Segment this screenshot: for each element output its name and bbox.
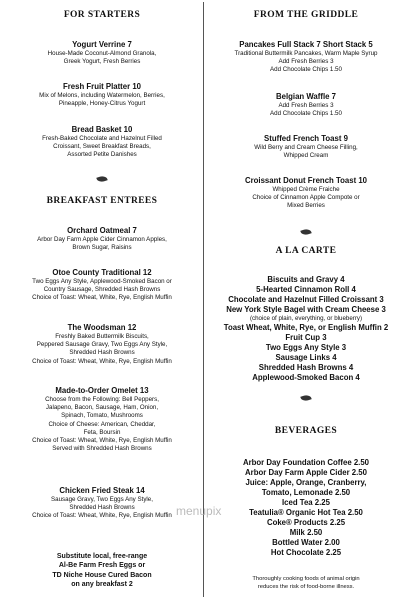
footnote-line: reduces the risk of food-borne illness. (257, 583, 355, 590)
beverage-item: Juice: Apple, Orange, Cranberry, (245, 478, 367, 487)
item-name: Orchard Oatmeal 7 (67, 226, 137, 235)
beverage-item: Coke® Products 2.25 (266, 518, 346, 527)
substitute-line: TD Niche House Cured Bacon (52, 571, 152, 579)
beverage-item: Hot Chocolate 2.25 (270, 548, 342, 557)
item-desc: Choice of Toast: Wheat, White, Rye, English Muffin (32, 512, 172, 520)
item-desc: Mix of Melons, including Watermelon, Berries, (39, 92, 165, 99)
item-desc: Add Fresh Berries 3 (278, 58, 334, 66)
footnote-line: Thoroughly cooking foods of animal origin (252, 576, 360, 582)
item-desc: Served with Shredded Hash Browns (52, 445, 152, 453)
item-name: Bread Basket 10 (71, 125, 133, 134)
item-name: Otoe County Traditional 12 (52, 268, 152, 277)
carte-item: 5-Hearted Cinnamon Roll 4 (256, 285, 356, 294)
beverages-list (204, 458, 408, 558)
item-desc: Wild Berry and Cream Cheese Filling, (254, 144, 358, 151)
a-la-carte-list (204, 275, 408, 383)
item-name: Made-to-Order Omelet 13 (55, 386, 149, 395)
item-desc: Traditional Buttermilk Pancakes, Warm Maple Syrup (234, 50, 378, 57)
item-name: Pancakes Full Stack 7 Short Stack 5 (239, 40, 373, 49)
menu-item-pancakes (204, 40, 408, 75)
leaf-icon (96, 174, 107, 183)
carte-item: Shredded Hash Browns 4 (258, 363, 354, 373)
beverage-item: Milk 2.50 (289, 528, 323, 537)
item-desc: House-Made Coconut-Almond Granola, (47, 50, 157, 57)
section-title-griddle: FROM THE GRIDDLE (253, 10, 359, 20)
carte-item: Biscuits and Gravy 4 (267, 275, 345, 284)
item-desc: Two Eggs Any Style, Applewood-Smoked Bacon or (32, 278, 172, 285)
watermark-text: menupix (176, 504, 222, 518)
beverage-item: Teatulia® Organic Hot Tea 2.50 (249, 508, 363, 517)
item-desc: Choice of Toast: Wheat, White, Rye, English Muffin (32, 357, 172, 365)
item-desc: Fresh-Baked Chocolate and Hazelnut Filled (42, 135, 162, 142)
item-desc: Country Sausage, Shredded Hash Browns (43, 286, 161, 294)
item-desc: Mixed Berries (287, 202, 325, 210)
right-column (204, 0, 408, 599)
item-name: Stuffed French Toast 9 (264, 134, 348, 143)
item-name: Fresh Fruit Platter 10 (63, 82, 141, 91)
item-desc: Brown Sugar, Raisins (72, 244, 132, 252)
item-name: The Woodsman 12 (67, 323, 137, 332)
item-desc: Feta, Boursin (83, 428, 121, 436)
item-name: Croissant Donut French Toast 10 (244, 176, 368, 185)
item-desc: Sausage Gravy, Two Eggs Any Style, (51, 496, 153, 503)
carte-item: Fruit Cup 3 (285, 333, 327, 343)
item-desc: Freshly Baked Buttermilk Biscuits, (55, 333, 149, 340)
leaf-icon (300, 227, 311, 236)
menu-item-belgian-waffle (204, 92, 408, 118)
menu-item-otoe-county (0, 268, 204, 303)
section-title-starters: FOR STARTERS (63, 10, 141, 20)
leaf-icon (300, 393, 311, 402)
beverage-item: Arbor Day Foundation Coffee 2.50 (242, 458, 370, 467)
section-title-beverages: BEVERAGES (274, 426, 338, 436)
item-desc: Choose from the Following: Bell Peppers, (45, 396, 159, 403)
menu-item-woodsman (0, 323, 204, 366)
item-desc: Pineapple, Honey-Citrus Yogurt (58, 100, 146, 108)
item-desc: Whipped Crème Fraiche (272, 186, 340, 193)
menu-item-bread-basket (0, 125, 204, 160)
item-desc: Choice of Toast: Wheat, White, Rye, English Muffin (32, 437, 172, 445)
menu-item-chicken-fried-steak (0, 486, 204, 521)
item-desc: Add Fresh Berries 3 (278, 102, 334, 109)
item-desc: Assorted Petite Danishes (67, 151, 137, 159)
carte-item: Chocolate and Hazelnut Filled Croissant 3 (228, 295, 384, 304)
beverage-item: Arbor Day Farm Apple Cider 2.50 (245, 468, 367, 477)
section-title-entrees: BREAKFAST ENTREES (46, 196, 158, 206)
item-desc: Peppered Sausage Gravy, Two Eggs Any Style, (36, 341, 168, 349)
carte-item-note: (choice of plain, everything, or blueberry) (249, 315, 363, 322)
item-desc: Shredded Hash Browns (69, 504, 135, 512)
item-desc: Jalapeno, Bacon, Sausage, Ham, Onion, (45, 404, 159, 412)
substitute-line: Substitute local, free-range (56, 553, 148, 560)
item-name: Belgian Waffle 7 (276, 92, 336, 101)
item-desc: Greek Yogurt, Fresh Berries (63, 58, 141, 66)
menu-item-yogurt (0, 40, 204, 66)
carte-item: Two Eggs Any Style 3 (265, 343, 347, 353)
item-name: Yogurt Verrine 7 (72, 40, 132, 49)
beverage-item: Bottled Water 2.00 (272, 538, 340, 547)
menu-item-omelet (0, 386, 204, 453)
section-title-a-la-carte: A LA CARTE (275, 246, 337, 256)
menu-item-fruit-platter (0, 82, 204, 108)
menu-item-oatmeal (0, 226, 204, 252)
item-desc: Whipped Cream (283, 152, 329, 160)
item-desc: Croissant, Sweet Breakfast Breads, (53, 143, 151, 151)
item-desc: Spinach, Tomato, Mushrooms (61, 412, 143, 420)
menu-item-stuffed-french-toast (204, 134, 408, 160)
substitute-line: on any breakfast 2 (71, 581, 133, 589)
substitute-line: Al-Be Farm Fresh Eggs or (58, 562, 146, 570)
menu-item-croissant-donut (204, 176, 408, 211)
item-desc: Add Chocolate Chips 1.50 (270, 66, 342, 74)
item-desc: Add Chocolate Chips 1.50 (270, 110, 342, 118)
beverage-item: Tomato, Lemonade 2.50 (261, 488, 351, 497)
carte-item: Sausage Links 4 (275, 353, 337, 363)
food-safety-footnote (204, 576, 408, 591)
carte-item: New York Style Bagel with Cream Cheese 3 (226, 305, 386, 314)
item-desc: Arbor Day Farm Apple Cider Cinnamon Apples, (37, 236, 167, 243)
item-desc: Choice of Toast: Wheat, White, Rye, English Muffin (32, 294, 172, 302)
carte-item: Applewood-Smoked Bacon 4 (252, 373, 360, 383)
item-desc: Choice of Cheese: American, Cheddar, (48, 420, 156, 428)
substitute-note (0, 552, 204, 590)
beverage-item: Iced Tea 2.25 (282, 498, 330, 507)
carte-item: Toast Wheat, White, Rye, or English Muffin 2 (223, 323, 389, 333)
item-desc: Choice of Cinnamon Apple Compote or (252, 194, 360, 202)
item-name: Chicken Fried Steak 14 (59, 486, 145, 495)
item-desc: Shredded Hash Browns (69, 349, 135, 357)
